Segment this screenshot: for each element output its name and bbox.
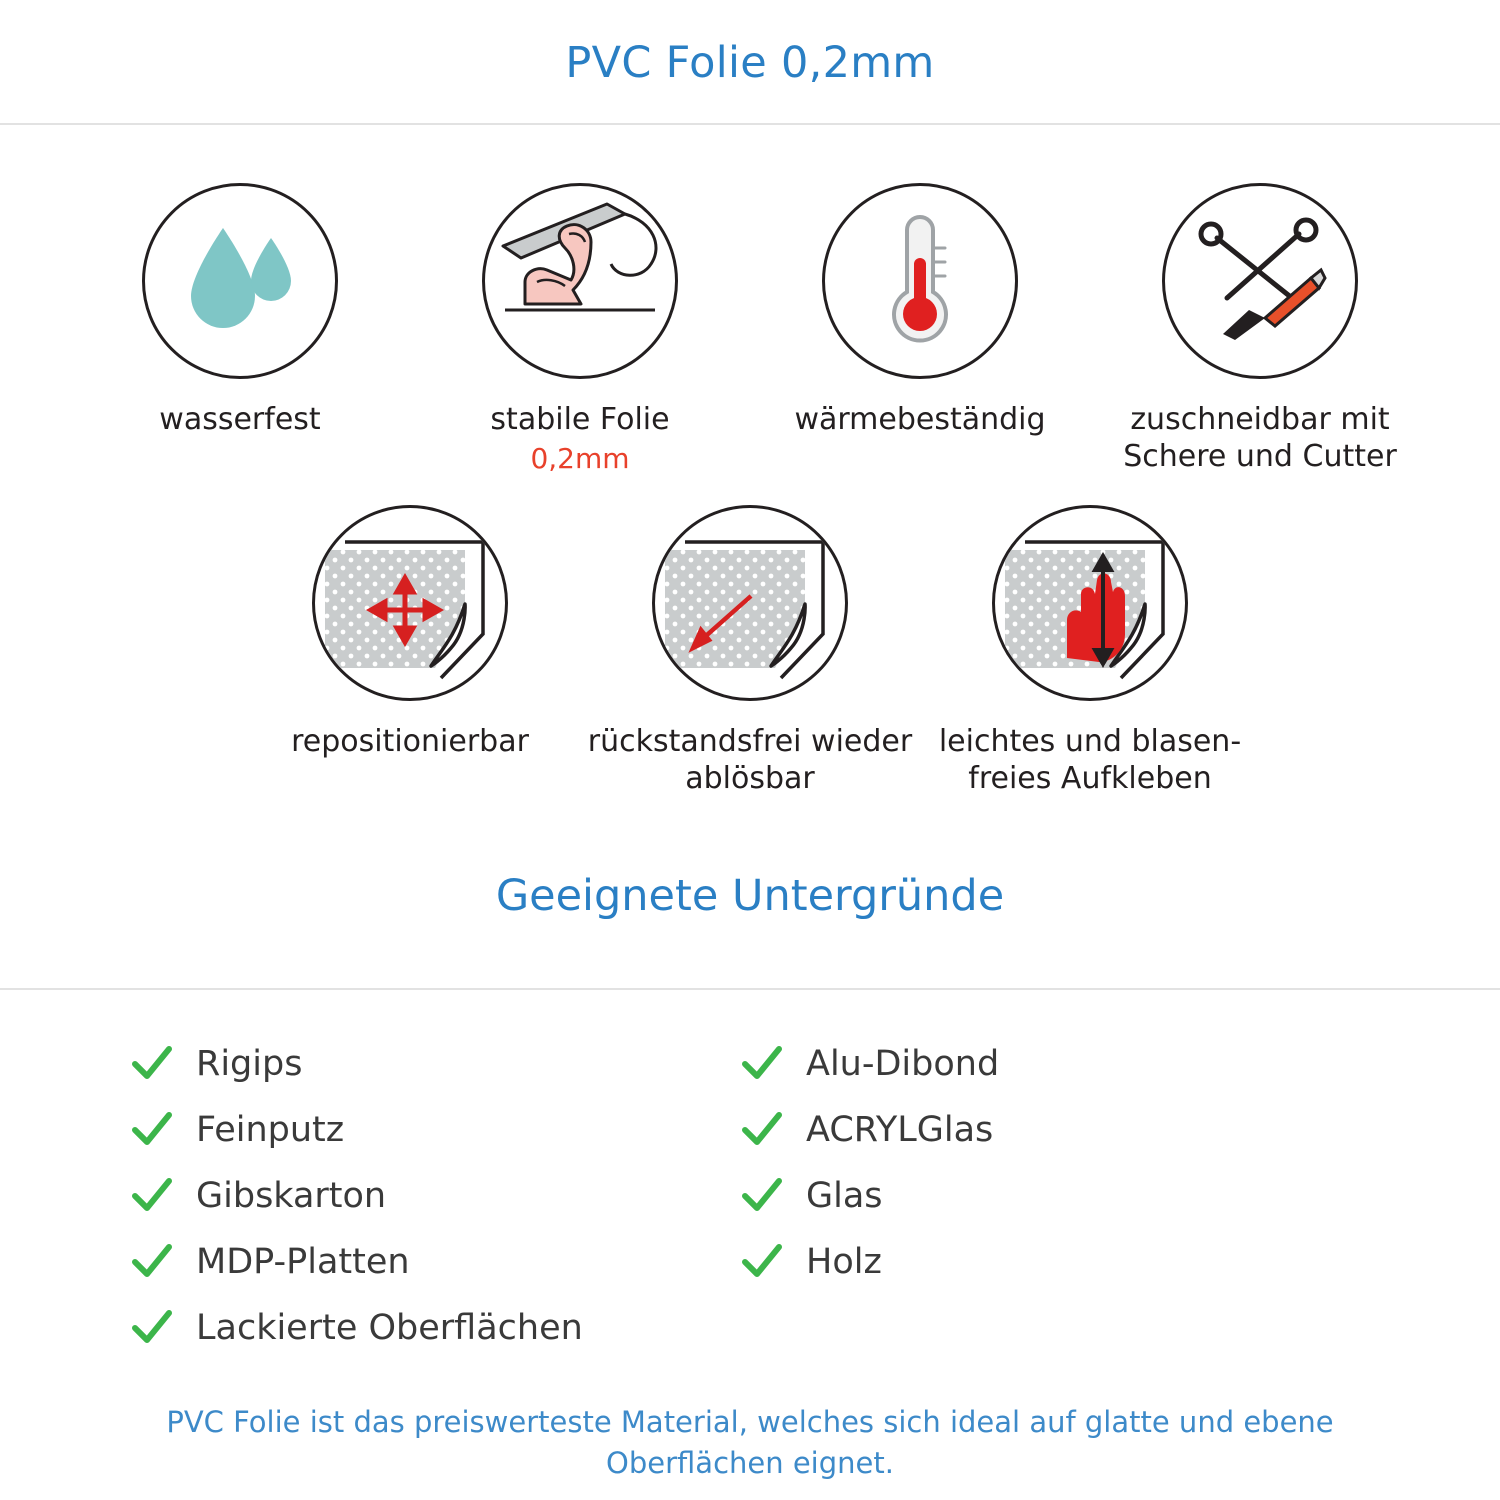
feature-label: wärmebeständig xyxy=(794,402,1046,437)
feature-repositionierbar xyxy=(240,505,580,760)
feature-stabile-folie xyxy=(410,183,750,477)
feature-row-bottom xyxy=(0,477,1500,797)
check-mark-icon xyxy=(740,1240,784,1284)
list-item xyxy=(130,1104,740,1156)
feature-label: leichtes und blasen- freies Aufkleben xyxy=(938,723,1242,797)
water-drops-icon xyxy=(142,183,338,379)
check-mark-icon xyxy=(740,1042,784,1086)
surface-label: Gibskarton xyxy=(196,1175,387,1216)
feature-label: rückstandsfrei wieder ablösbar xyxy=(587,723,913,797)
surfaces-list xyxy=(0,990,1500,1368)
list-item xyxy=(740,1104,1240,1156)
list-item xyxy=(130,1236,740,1288)
check-mark-icon xyxy=(740,1174,784,1218)
surfaces-column-right xyxy=(740,1038,1240,1368)
feature-zuschneidbar xyxy=(1090,183,1430,475)
feature-caption xyxy=(585,723,915,797)
scissors-cutter-icon xyxy=(1162,183,1358,379)
surface-label: Alu-Dibond xyxy=(806,1043,1000,1084)
surface-label: Holz xyxy=(806,1241,882,1282)
reposition-arrows-icon xyxy=(312,505,508,701)
feature-caption xyxy=(925,723,1255,797)
feature-caption xyxy=(794,401,1045,438)
thermometer-icon xyxy=(822,183,1018,379)
list-item xyxy=(740,1170,1240,1222)
feature-caption xyxy=(159,401,320,438)
check-mark-icon xyxy=(130,1240,174,1284)
check-mark-icon xyxy=(130,1042,174,1086)
page-title: PVC Folie 0,2mm xyxy=(565,38,935,88)
list-item xyxy=(130,1038,740,1090)
check-mark-icon xyxy=(130,1108,174,1152)
feature-label: repositionierbar xyxy=(291,723,529,759)
surface-label: Rigips xyxy=(196,1043,303,1084)
feature-row-top xyxy=(0,125,1500,477)
surface-label: ACRYLGlas xyxy=(806,1109,994,1150)
check-mark-icon xyxy=(130,1174,174,1218)
surface-label: Lackierte Oberflächen xyxy=(196,1307,583,1348)
feature-caption xyxy=(490,401,669,477)
surfaces-column-left xyxy=(130,1038,740,1368)
feature-wasserfest xyxy=(70,183,410,438)
check-mark-icon xyxy=(740,1108,784,1152)
feature-label: zuschneidbar mit Schere und Cutter xyxy=(1123,402,1397,475)
check-mark-icon xyxy=(130,1306,174,1350)
feature-waermebestaendig xyxy=(750,183,1090,438)
feature-caption xyxy=(1095,401,1425,475)
list-item xyxy=(740,1236,1240,1288)
section-title: Geeignete Untergründe xyxy=(495,871,1005,922)
list-item xyxy=(740,1038,1240,1090)
strong-arm-film-icon xyxy=(482,183,678,379)
surface-label: Glas xyxy=(806,1175,883,1216)
surface-label: MDP-Platten xyxy=(196,1241,410,1282)
feature-label: stabile Folie xyxy=(490,402,670,437)
peel-off-arrow-icon xyxy=(652,505,848,701)
feature-rueckstandsfrei xyxy=(580,505,920,797)
list-item xyxy=(130,1170,740,1222)
surface-label: Feinputz xyxy=(196,1109,345,1150)
hand-smoothing-icon xyxy=(992,505,1188,701)
feature-sublabel: 0,2mm xyxy=(530,442,630,476)
feature-label: wasserfest xyxy=(159,402,321,437)
feature-aufkleben xyxy=(920,505,1260,797)
footer-note: PVC Folie ist das preiswerteste Material, welches sich ideal auf glatte und ebene Oberflächen eignet. xyxy=(166,1405,1334,1480)
list-item xyxy=(130,1302,740,1354)
feature-caption xyxy=(291,723,529,760)
